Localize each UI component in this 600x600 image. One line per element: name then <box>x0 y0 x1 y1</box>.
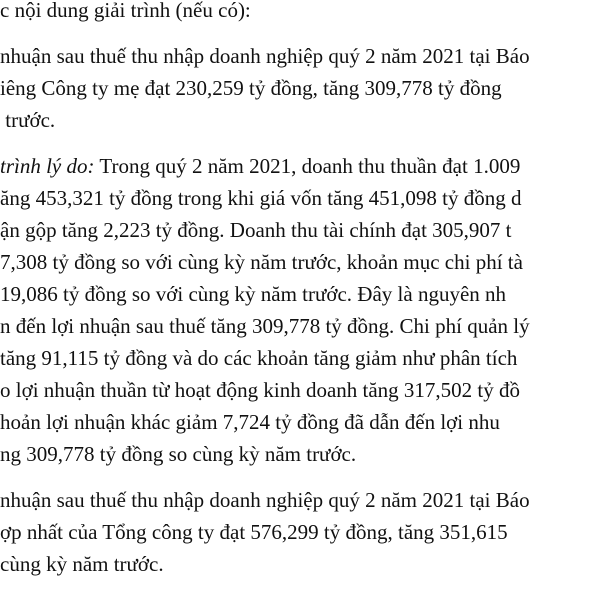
paragraph-2-line-8: o lợi nhuận thuần từ hoạt động kinh doanh tăng 317,502 tỷ đồ <box>0 378 521 402</box>
paragraph-2-line-4: 7,308 tỷ đồng so với cùng kỳ năm trước, khoản mục chi phí tà <box>0 250 523 274</box>
paragraph-2-intro-rest: Trong quý 2 năm 2021, doanh thu thuần đạt 1.009 <box>94 154 521 178</box>
paragraph-2-line-2: ăng 453,321 tỷ đồng trong khi giá vốn tăng 451,098 tỷ đồng d <box>0 186 522 210</box>
paragraph-1-line-2: iêng Công ty mẹ đạt 230,259 tỷ đồng, tăng 309,778 tỷ đồng <box>0 76 502 100</box>
paragraph-2-line-6: n đến lợi nhuận sau thuế tăng 309,778 tỷ đồng. Chi phí quản lý <box>0 314 530 338</box>
paragraph-2-line-9: hoản lợi nhuận khác giảm 7,724 tỷ đồng đã dẫn đến lợi nhu <box>0 410 500 434</box>
section-heading: c nội dung giải trình (nếu có): <box>0 0 251 22</box>
paragraph-2-line-5: 19,086 tỷ đồng so với cùng kỳ năm trước. Đây là nguyên nh <box>0 282 507 306</box>
paragraph-3-line-1: nhuận sau thuế thu nhập doanh nghiệp quý 2 năm 2021 tại Báo <box>0 488 530 512</box>
paragraph-1-line-1: nhuận sau thuế thu nhập doanh nghiệp quý 2 năm 2021 tại Báo <box>0 44 530 68</box>
paragraph-2-intro-italic: trình lý do: <box>0 154 95 178</box>
paragraph-3-line-3: cùng kỳ năm trước. <box>0 552 164 576</box>
paragraph-1-line-3: trước. <box>0 108 56 132</box>
paragraph-2-line-3: ận gộp tăng 2,223 tỷ đồng. Doanh thu tài chính đạt 305,907 t <box>0 218 512 242</box>
paragraph-2-line-7: tăng 91,115 tỷ đồng và do các khoản tăng giảm như phân tích <box>0 346 518 370</box>
paragraph-2-line-1 <box>0 152 520 181</box>
paragraph-2-line-10: ng 309,778 tỷ đồng so cùng kỳ năm trước. <box>0 442 357 466</box>
paragraph-3-line-2: ợp nhất của Tổng công ty đạt 576,299 tỷ đồng, tăng 351,615 <box>0 520 508 544</box>
